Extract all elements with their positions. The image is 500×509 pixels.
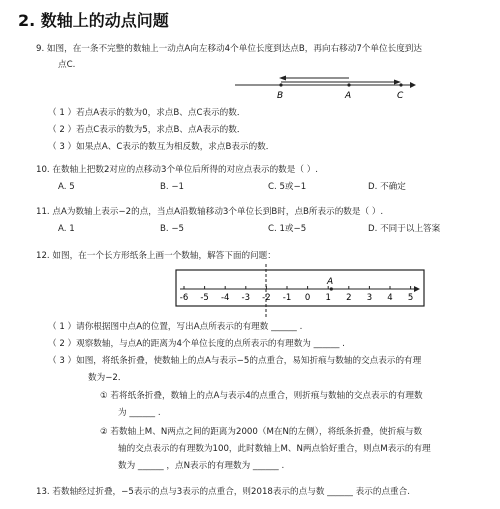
q9-arrow-left-head bbox=[279, 76, 286, 81]
q12-text: 12. 如图，在一个长方形纸条上画一个数轴，解答下面的问题： bbox=[36, 251, 276, 261]
q10-option-b: B. −1 bbox=[160, 182, 185, 192]
q9-point-b bbox=[279, 83, 282, 86]
q11-option-b: B. −5 bbox=[160, 224, 185, 234]
q11-option-d: D. 不同于以上答案 bbox=[368, 224, 441, 234]
q12-tick-label: -4 bbox=[220, 293, 230, 303]
section-title: 2. 数轴上的动点问题 bbox=[18, 11, 169, 30]
q9-axis-arrow bbox=[410, 82, 416, 88]
q12-tick-label: -1 bbox=[282, 293, 292, 303]
q10-text: 10. 在数轴上把数2对应的点移动3个单位后所得的对应点表示的数是（ ）. bbox=[36, 165, 319, 175]
q12-case2-line3: 数为 ______ ，点N表示的有理数为 ______ . bbox=[118, 461, 285, 471]
q12-case2-line2: 轴的交点表示的有理数为100，此时数轴上M、N两点恰好重合，则点M表示的有理 bbox=[118, 444, 431, 454]
q12-tick-label: 3 bbox=[366, 293, 373, 303]
q12-tick-label: -6 bbox=[179, 293, 189, 303]
q9-point-a bbox=[347, 83, 350, 86]
q9-arrow-right-head bbox=[394, 80, 401, 85]
q12-sub3-line1: （ 3 ）如图，将纸条折叠，使数轴上的点A与表示−5的点重合，易知折痕与数轴的交点表示的有理 bbox=[48, 356, 422, 366]
q12-tick-label: -3 bbox=[241, 293, 251, 303]
q12-paper-strip-figure bbox=[170, 264, 428, 318]
q11-text: 11. 点A为数轴上表示−2的点，当点A沿数轴移动3个单位长到B时，点B所表示的数是（ ）. bbox=[36, 207, 384, 217]
q12-tick-label: -2 bbox=[262, 293, 271, 303]
q12-tick-label: 1 bbox=[325, 293, 331, 303]
q12-point-a-label: A bbox=[327, 277, 334, 287]
q9-sub3: （ 3 ）如果点A、C表示的数互为相反数，求点B表示的数． bbox=[48, 142, 275, 152]
q12-tick-label: 0 bbox=[304, 293, 311, 303]
q12-case1-line1: ① 若将纸条折叠，数轴上的点A与表示4的点重合，则折痕与数轴的交点表示的有理数 bbox=[100, 391, 423, 401]
q9-text-line1: 9. 如图，在一条不完整的数轴上一动点A向左移动4个单位长度到达点B，再向右移动7个单位长度到达 bbox=[36, 44, 422, 54]
q11-option-a: A. 1 bbox=[58, 224, 75, 234]
q12-tick-label: 4 bbox=[387, 293, 393, 303]
q10-option-d: D. 不确定 bbox=[368, 182, 406, 192]
q12-tick-label: -5 bbox=[200, 293, 209, 303]
q12-tick-label: 5 bbox=[407, 293, 414, 303]
q9-label-b: B bbox=[277, 91, 284, 101]
q9-label-a: A bbox=[345, 91, 352, 101]
q9-figure bbox=[215, 74, 420, 102]
q12-point-a bbox=[330, 287, 333, 290]
q12-axis-arrow bbox=[414, 286, 420, 292]
q9-point-c bbox=[399, 83, 402, 86]
q10-option-c: C. 5或−1 bbox=[268, 182, 307, 192]
q9-sub2: （ 2 ）若点C表示的数为5，求点B、点A表示的数． bbox=[48, 125, 246, 135]
q12-case2-line1: ② 若数轴上M、N两点之间的距离为2000（M在N的左侧），将纸条折叠，使折痕与数 bbox=[100, 427, 423, 437]
q12-sub1: （ 1 ）请你根据图中点A的位置，写出A点所表示的有理数 ______ . bbox=[48, 322, 303, 332]
q12-tick-label: 2 bbox=[346, 293, 352, 303]
q10-option-a: A. 5 bbox=[58, 182, 75, 192]
q9-label-c: C bbox=[397, 91, 404, 101]
q9-sub1: （ 1 ）若点A表示的数为0，求点B、点C表示的数． bbox=[48, 108, 246, 118]
q11-option-c: C. 1或−5 bbox=[268, 224, 307, 234]
q13-text: 13. 若数轴经过折叠，−5表示的点与3表示的点重合，则2018表示的点与数 ______ 表示的点重合. bbox=[36, 487, 410, 497]
q12-sub3-line2: 数为−2． bbox=[88, 373, 127, 383]
q12-case1-line2: 为 ______ . bbox=[118, 408, 161, 418]
q12-sub2: （ 2 ）观察数轴，与点A的距离为4个单位长度的点所表示的有理数为 ______ . bbox=[48, 339, 345, 349]
q9-text-line2: 点C. bbox=[58, 60, 76, 70]
